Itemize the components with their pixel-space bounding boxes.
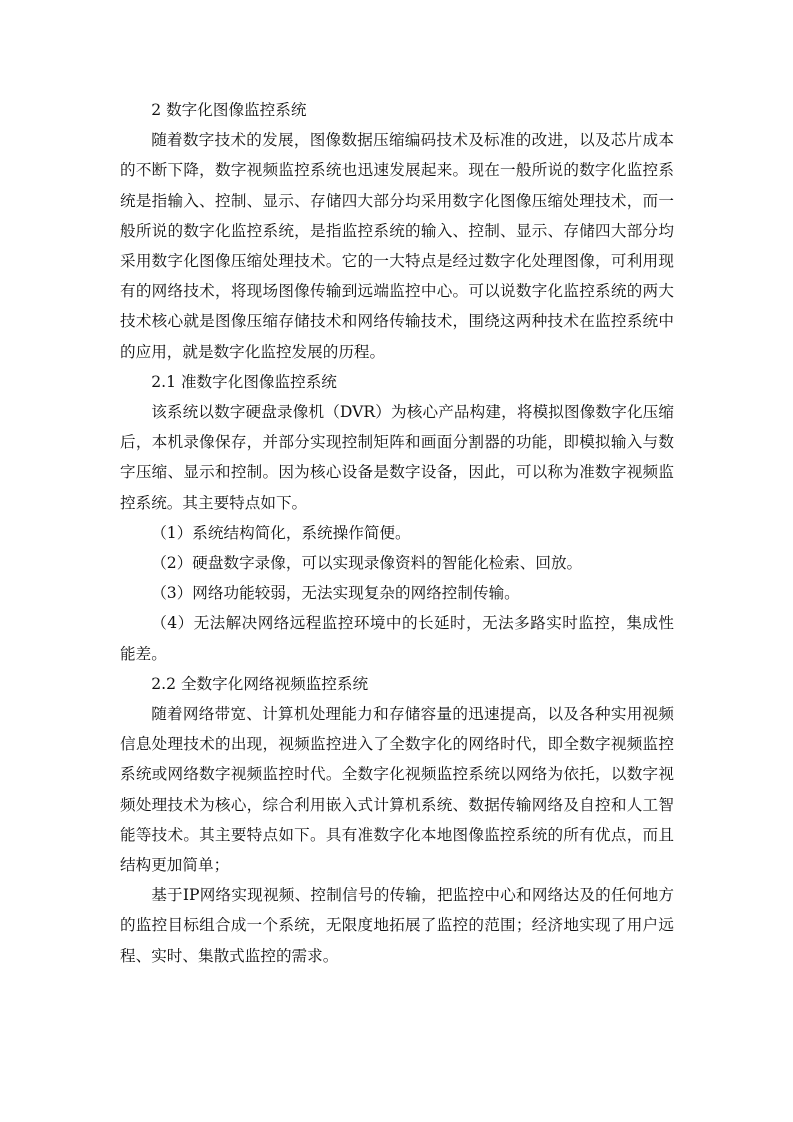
list-item-3: （3）网络功能较弱，无法实现复杂的网络控制传输。 xyxy=(151,584,520,603)
section-heading-2: 2 数字化图像监控系统 xyxy=(151,101,307,119)
document-body xyxy=(120,95,674,971)
paragraph-intro: 随着数字技术的发展，图像数据压缩编码技术及标准的改进，以及芯片成本的不断下降，数字视频监控系统也迅速发展起来。现在一般所说的数字化监控系统是指输入、控制、显示、存储四大部分均采用数字化图像压缩处理技术，而一般所说的数字化监控系统，是指监控系统的输入、控制、显示、存储四大部分均采用数字化图像压缩处理技术。它的一大特点是经过数字化处理图像，可利用现有的网络技术，将现场图像传输到远端监控中心。可以说数字化监控系统的两大技术核心就是图像压缩存储技术和网络传输技术，围绕这两种技术在监控系统中的应用，就是数字化监控发展的历程。 xyxy=(120,131,674,361)
section-heading-2-1: 2.1 准数字化图像监控系统 xyxy=(151,372,337,391)
list-item-1: （1）系统结构简化，系统操作简便。 xyxy=(151,523,411,542)
list-item-4: （4）无法解决网络远程监控环境中的长延时，无法多路实时监控，集成性能差。 xyxy=(120,614,674,663)
section-heading-2-2: 2.2 全数字化网络视频监控系统 xyxy=(151,674,369,693)
paragraph-ip: 基于IP网络实现视频、控制信号的传输，把监控中心和网络达及的任何地方的监控目标组合成一个系统，无限度地拓展了监控的范围；经济地实现了用户远程、实时、集散式监控的需求。 xyxy=(120,886,674,965)
paragraph-dvr: 该系统以数字硬盘录像机（DVR）为核心产品构建，将模拟图像数字化压缩后，本机录像保存，并部分实现控制矩阵和画面分割器的功能，即模拟输入与数字压缩、显示和控制。因为核心设备是数字设备，因此，可以称为准数字视频监控系统。其主要特点如下。 xyxy=(120,403,674,512)
paragraph-network: 随着网络带宽、计算机处理能力和存储容量的迅速提高，以及各种实用视频信息处理技术的出现，视频监控进入了全数字化的网络时代，即全数字视频监控系统或网络数字视频监控时代。全数字化视频监控系统以网络为依托，以数字视频处理技术为核心，综合利用嵌入式计算机系统、数据传输网络及自控和人工智能等技术。其主要特点如下。具有准数字化本地图像监控系统的所有优点，而且结构更加简单； xyxy=(120,705,674,875)
list-item-2: （2）硬盘数字录像，可以实现录像资料的智能化检索、回放。 xyxy=(151,554,583,573)
